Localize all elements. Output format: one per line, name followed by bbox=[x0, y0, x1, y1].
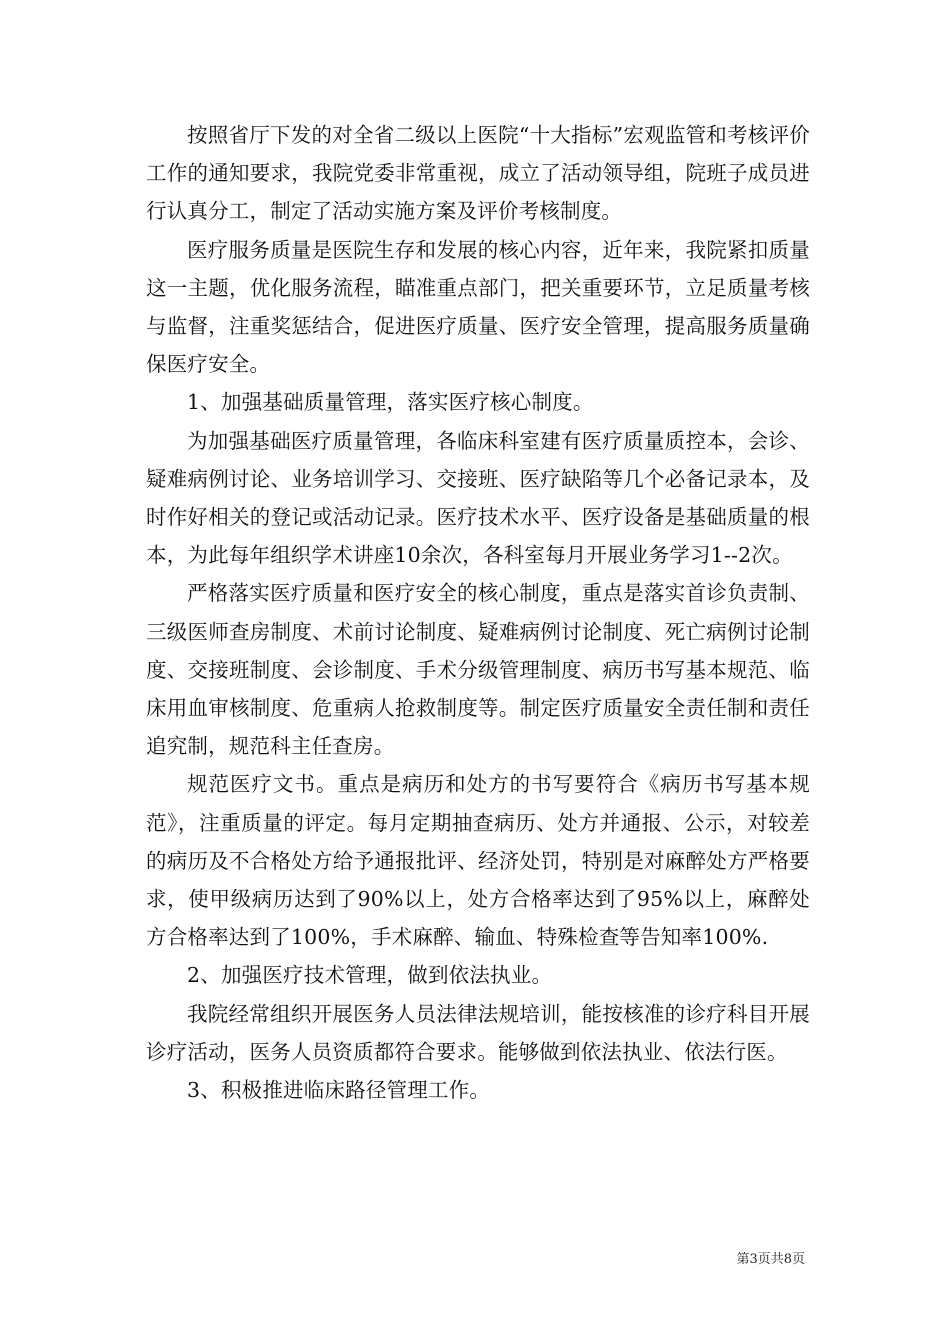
paragraph: 为加强基础医疗质量管理，各临床科室建有医疗质量质控本，会诊、疑难病例讨论、业务培训学习、交接班、医疗缺陷等几个必备记录本，及时作好相关的登记或活动记录。医疗技术水平、医疗设备是基础质量的根本，为此每年组织学术讲座10余次，各科室每月开展业务学习1--2次。 bbox=[146, 428, 810, 568]
paragraph: 医疗服务质量是医院生存和发展的核心内容，近年来，我院紧扣质量这一主题，优化服务流程，瞄准重点部门，把关重要环节，立足质量考核与监督，注重奖惩结合，促进医疗质量、医疗安全管理，提高服务质量确保医疗安全。 bbox=[146, 237, 810, 377]
paragraph: 严格落实医疗质量和医疗安全的核心制度，重点是落实首诊负责制、三级医师查房制度、术前讨论制度、疑难病例讨论制度、死亡病例讨论制度、交接班制度、会诊制度、手术分级管理制度、病历书写基本规范、临床用血审核制度、危重病人抢救制度等。制定医疗质量安全责任制和责任追究制，规范科主任查房。 bbox=[146, 581, 810, 759]
document-body bbox=[146, 116, 810, 1109]
paragraph: 规范医疗文书。重点是病历和处方的书写要符合《病历书写基本规范》，注重质量的评定。每月定期抽查病历、处方并通报、公示，对较差的病历及不合格处方给予通报批评、经济处罚，特别是对麻醉处方严格要求，使甲级病历达到了90%以上，处方合格率达到了95%以上，麻醉处方合格率达到了100%，手术麻醉、输血、特殊检查等告知率100%. bbox=[146, 772, 810, 950]
section-heading: 2、加强医疗技术管理，做到依法执业。 bbox=[187, 963, 553, 988]
paragraph: 按照省厅下发的对全省二级以上医院“十大指标”宏观监管和考核评价工作的通知要求，我院党委非常重视，成立了活动领导组，院班子成员进行认真分工，制定了活动实施方案及评价考核制度。 bbox=[146, 123, 810, 224]
page-number: 第3页共8页 bbox=[736, 1252, 805, 1267]
paragraph: 我院经常组织开展医务人员法律法规培训，能按核准的诊疗科目开展诊疗活动，医务人员资质都符合要求。能够做到依法执业、依法行医。 bbox=[146, 1001, 810, 1064]
section-heading: 1、加强基础质量管理，落实医疗核心制度。 bbox=[187, 390, 594, 415]
section-heading: 3、积极推进临床路径管理工作。 bbox=[187, 1078, 491, 1103]
